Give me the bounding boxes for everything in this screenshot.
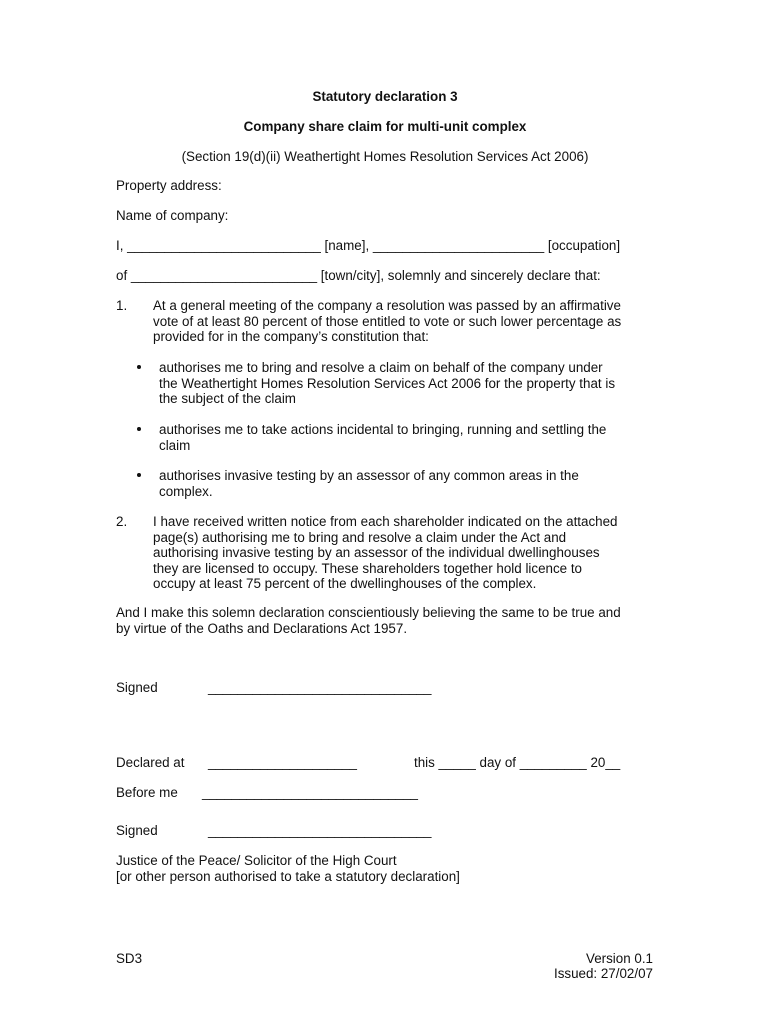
clause-1-line: provided for in the company’s constitution that: [153,329,429,344]
clause-2-line: they are licensed to occupy. These shareholders together hold licence to [153,560,583,576]
footer-issued: Issued: 27/02/07 [553,966,653,981]
clause-1-line: vote of at least 80 percent of those entitled to vote or such lower percentage as [153,313,622,329]
clause-2-line: I have received written notice from each shareholder indicated on the attached [153,514,618,529]
section-reference: (Section 19(d)(ii) Weathertight Homes Resolution Services Act 2006) [181,149,589,164]
company-name-label: Name of company: [116,208,229,223]
clause-1-line: At a general meeting of the company a resolution was passed by an affirmative [153,298,621,313]
bullet-2-line: authorises me to take actions incidental to bringing, running and settling the [159,422,607,437]
clause-1-number: 1. [116,298,128,313]
clause-2-number: 2. [116,514,128,529]
town-line: of _________________________ [town/city], solemnly and sincerely declare that: [116,268,601,283]
bullet-3-line: complex. [159,483,213,499]
declarant-line: I, __________________________ [name], _______________________ [occupation] [116,238,621,253]
closing-line: And I make this solemn declaration conscientiously believing the same to be true and [116,605,621,620]
declared-at-label: Declared at [116,755,185,770]
clause-2-line: occupy at least 75 percent of the dwellinghouses of the complex. [153,576,537,591]
bullet-1-line: authorises me to bring and resolve a claim on behalf of the company under [159,360,603,375]
before-me-label: Before me [116,785,178,800]
bullet-3-text [159,468,579,499]
jp-line: [or other person authorised to take a statutory declaration] [116,868,460,884]
bullet-icon [137,427,141,431]
signed-2-blank: ______________________________ [208,823,432,838]
signed-blank: ______________________________ [208,680,432,695]
closing-declaration [116,605,621,636]
document-subtitle: Company share claim for multi-unit complex [243,119,527,134]
signed-label: Signed [116,680,158,695]
footer-code: SD3 [116,951,143,966]
bullet-1-line: the subject of the claim [159,391,296,406]
closing-line: by virtue of the Oaths and Declarations Act 1957. [116,620,408,636]
declared-at-blank: ____________________ [208,755,357,770]
bullet-2-line: claim [159,437,191,453]
property-address-label: Property address: [116,178,222,193]
clause-2-line: authorising invasive testing by an assessor of the individual dwellinghouses [153,545,600,560]
clause-2-text [153,514,618,592]
before-me-blank: _____________________________ [202,785,418,800]
date-line: this _____ day of _________ 20__ [414,755,621,770]
bullet-3-line: authorises invasive testing by an assessor of any common areas in the [159,468,579,483]
jp-caption [116,853,460,884]
footer-version: Version 0.1 [586,951,653,966]
jp-line: Justice of the Peace/ Solicitor of the High Court [116,853,397,868]
bullet-1-text [159,360,615,407]
clause-1-text [153,298,621,345]
bullet-1-line: the Weathertight Homes Resolution Services Act 2006 for the property that is [159,375,616,391]
signed-2-label: Signed [116,823,158,838]
bullet-2-text [159,422,606,453]
bullet-icon [137,365,141,369]
bullet-icon [137,473,141,477]
clause-2-line: page(s) authorising me to bring and resolve a claim under the Act and [153,529,567,545]
document-title: Statutory declaration 3 [312,89,458,104]
